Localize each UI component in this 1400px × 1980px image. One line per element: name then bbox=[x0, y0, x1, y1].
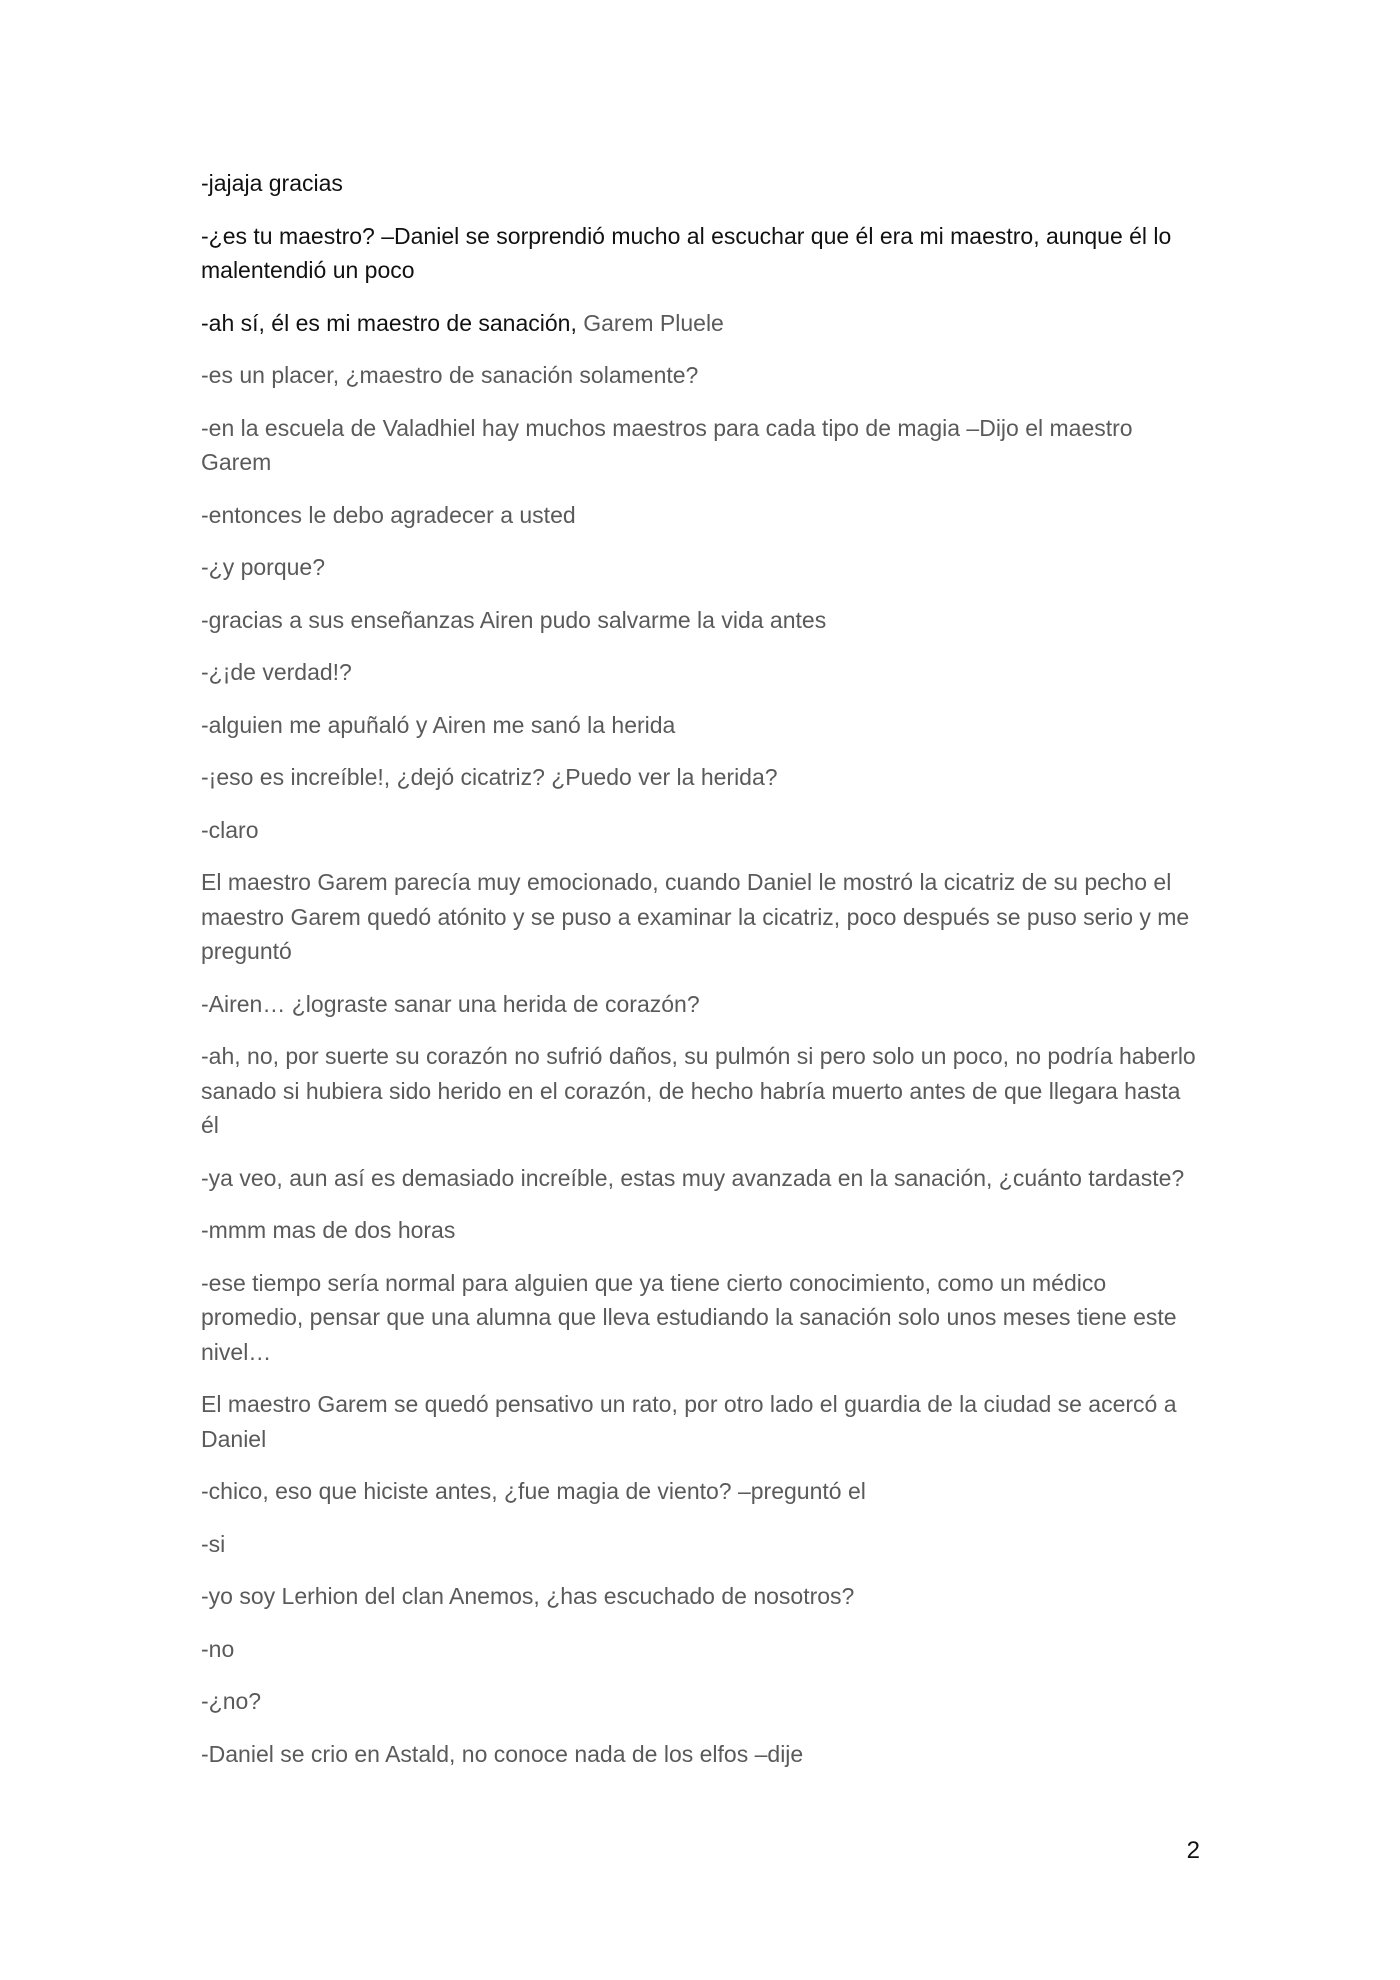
paragraph: -gracias a sus enseñanzas Airen pudo salvarme la vida antes bbox=[201, 606, 827, 633]
paragraph: -jajaja gracias bbox=[201, 170, 343, 196]
paragraph: -¡eso es increíble!, ¿dejó cicatriz? ¿Puedo ver la herida? bbox=[201, 764, 778, 790]
paragraph: -ya veo, aun así es demasiado increíble, estas muy avanzada en la sanación, ¿cuánto tardaste? bbox=[201, 1164, 1185, 1191]
paragraph: -es un placer, ¿maestro de sanación solamente? bbox=[201, 362, 699, 388]
paragraph: -claro bbox=[201, 816, 259, 843]
paragraph: El maestro Garem parecía muy emocionado, cuando Daniel le mostró la cicatriz de su pecho el maestro Garem quedó atónito y se puso a examinar la cicatriz, poco después se puso serio y me preguntó bbox=[201, 869, 1190, 964]
paragraph: -Airen… ¿lograste sanar una herida de corazón? bbox=[201, 990, 700, 1017]
paragraph: -ah, no, por suerte su corazón no sufrió daños, su pulmón si pero solo un poco, no podría haberlo sanado si hubiera sido herido en el corazón, de hecho habría muerto antes de que llegara hasta él bbox=[201, 1043, 1196, 1138]
paragraph: -Daniel se crio en Astald, no conoce nada de los elfos –dije bbox=[201, 1740, 804, 1767]
paragraph: -¿¡de verdad!? bbox=[201, 659, 352, 685]
paragraph: -si bbox=[201, 1530, 226, 1557]
document-body bbox=[201, 166, 1204, 1789]
paragraph: -¿y porque? bbox=[201, 554, 326, 580]
paragraph: -chico, eso que hiciste antes, ¿fue magia de viento? –preguntó el bbox=[201, 1478, 866, 1504]
paragraph: -no bbox=[201, 1635, 235, 1662]
paragraph: -yo soy Lerhion del clan Anemos, ¿has escuchado de nosotros? bbox=[201, 1583, 855, 1609]
paragraph: -entonces le debo agradecer a usted bbox=[201, 501, 576, 528]
paragraph: El maestro Garem se quedó pensativo un rato, por otro lado el guardia de la ciudad se acercó a Daniel bbox=[201, 1391, 1177, 1452]
page-number: 2 bbox=[1186, 1837, 1200, 1864]
paragraph: -alguien me apuñaló y Airen me sanó la herida bbox=[201, 711, 676, 738]
paragraph: -en la escuela de Valadhiel hay muchos maestros para cada tipo de magia –Dijo el maestro Garem bbox=[201, 414, 1133, 475]
paragraph: -ese tiempo sería normal para alguien que ya tiene cierto conocimiento, como un médico promedio, pensar que una alumna que lleva estudiando la sanación solo unos meses tiene este nivel… bbox=[201, 1269, 1177, 1365]
paragraph: -¿no? bbox=[201, 1688, 262, 1714]
paragraph-text: -ah sí, él es mi maestro de sanación, bbox=[201, 309, 584, 336]
paragraph: -mmm mas de dos horas bbox=[201, 1217, 456, 1243]
paragraph-suffix: Garem Pluele bbox=[583, 309, 724, 336]
paragraph bbox=[201, 306, 1204, 341]
paragraph: -¿es tu maestro? –Daniel se sorprendió mucho al escuchar que él era mi maestro, aunque él lo malentendió un poco bbox=[201, 222, 1172, 283]
